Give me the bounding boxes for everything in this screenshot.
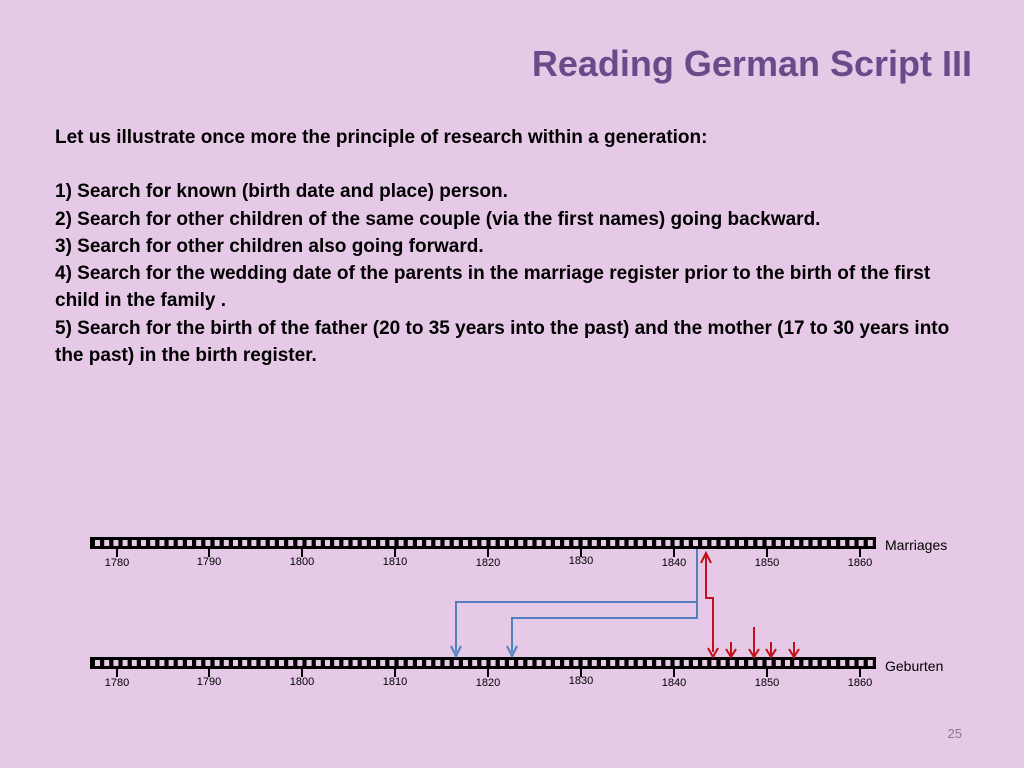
births-year-label: 1850: [754, 677, 780, 689]
marriages-perforation: [454, 540, 459, 546]
marriages-perforation: [408, 540, 413, 546]
marriages-perforation: [546, 540, 551, 546]
marriages-perforation: [500, 540, 505, 546]
marriages-perforation: [785, 540, 790, 546]
births-perforation: [325, 660, 330, 666]
marriages-perforation: [721, 540, 726, 546]
marriages-perforation: [665, 540, 670, 546]
marriages-perforation: [270, 540, 275, 546]
births-perforation: [638, 660, 643, 666]
marriages-timeline: [90, 537, 876, 569]
marriages-perforation: [555, 540, 560, 546]
marriages-perforation: [656, 540, 661, 546]
marriages-perforation: [739, 540, 744, 546]
marriages-perforation: [380, 540, 385, 546]
marriages-perforation: [702, 540, 707, 546]
births-perforation: [509, 660, 514, 666]
marriages-year-label: 1790: [196, 556, 222, 568]
births-year-label: 1800: [289, 676, 315, 688]
births-perforation: [270, 660, 275, 666]
births-perforation: [408, 660, 413, 666]
births-perforation: [583, 660, 588, 666]
marriages-perforation: [481, 540, 486, 546]
births-perforation: [813, 660, 818, 666]
marriages-perforation: [288, 540, 293, 546]
marriages-perforation: [233, 540, 238, 546]
births-perforation: [104, 660, 109, 666]
marriages-perforation: [509, 540, 514, 546]
births-perforation: [288, 660, 293, 666]
births-perforation: [564, 660, 569, 666]
marriages-perforation: [730, 540, 735, 546]
marriages-perforation: [629, 540, 634, 546]
page-number: 25: [947, 726, 962, 741]
marriages-perforation: [693, 540, 698, 546]
marriages-year-label: 1830: [568, 555, 594, 567]
births-perforation: [242, 660, 247, 666]
births-perforation: [399, 660, 404, 666]
marriages-perforation: [794, 540, 799, 546]
marriages-perforation: [831, 540, 836, 546]
marriages-perforation: [362, 540, 367, 546]
marriages-perforation: [132, 540, 137, 546]
marriages-perforation: [426, 540, 431, 546]
marriages-perforation: [684, 540, 689, 546]
marriages-label: Marriages: [885, 537, 948, 553]
births-perforation: [279, 660, 284, 666]
marriages-perforation: [803, 540, 808, 546]
marriages-perforation: [601, 540, 606, 546]
births-perforation: [601, 660, 606, 666]
births-year-label: 1810: [382, 676, 408, 688]
marriages-perforation: [445, 540, 450, 546]
births-year-label: 1830: [568, 675, 594, 687]
marriages-perforation: [748, 540, 753, 546]
marriages-perforation: [859, 540, 864, 546]
marriages-perforation: [813, 540, 818, 546]
marriages-perforation: [767, 540, 772, 546]
marriages-perforation: [123, 540, 128, 546]
births-perforation: [629, 660, 634, 666]
births-perforation: [757, 660, 762, 666]
births-perforation: [343, 660, 348, 666]
marriages-perforation: [583, 540, 588, 546]
births-perforation: [702, 660, 707, 666]
births-perforation: [113, 660, 118, 666]
births-year-label: 1820: [475, 677, 501, 689]
red-arrow-3: [766, 642, 776, 657]
marriages-perforation: [95, 540, 100, 546]
marriages-perforation: [573, 540, 578, 546]
marriages-perforation: [610, 540, 615, 546]
births-perforation: [555, 660, 560, 666]
marriages-perforation: [527, 540, 532, 546]
births-perforation: [794, 660, 799, 666]
births-perforation: [849, 660, 854, 666]
marriages-perforation: [343, 540, 348, 546]
births-perforation: [748, 660, 753, 666]
marriages-perforation: [399, 540, 404, 546]
births-perforation: [150, 660, 155, 666]
births-perforation: [537, 660, 542, 666]
marriages-year-label: 1800: [289, 556, 315, 568]
births-perforation: [803, 660, 808, 666]
marriages-year-label: 1810: [382, 556, 408, 568]
marriages-perforation: [297, 540, 302, 546]
births-perforation: [693, 660, 698, 666]
marriages-year-label: 1860: [847, 557, 873, 569]
marriages-perforation: [159, 540, 164, 546]
marriages-year-label: 1850: [754, 557, 780, 569]
marriages-perforation: [141, 540, 146, 546]
births-perforation: [721, 660, 726, 666]
red-arrow-2: [749, 627, 759, 657]
births-perforation: [380, 660, 385, 666]
births-perforation: [215, 660, 220, 666]
births-perforation: [178, 660, 183, 666]
marriages-perforation: [757, 540, 762, 546]
births-perforation: [132, 660, 137, 666]
marriages-perforation: [178, 540, 183, 546]
marriages-perforation: [316, 540, 321, 546]
marriages-perforation: [196, 540, 201, 546]
marriages-perforation: [435, 540, 440, 546]
marriages-perforation: [104, 540, 109, 546]
births-perforation: [711, 660, 716, 666]
marriages-perforation: [113, 540, 118, 546]
marriages-perforation: [840, 540, 845, 546]
births-perforation: [95, 660, 100, 666]
births-perforation: [527, 660, 532, 666]
marriages-year-label: 1780: [104, 557, 130, 569]
marriages-perforation: [592, 540, 597, 546]
births-perforation: [730, 660, 735, 666]
slide-title: Reading German Script III: [531, 43, 972, 84]
births-perforation: [445, 660, 450, 666]
births-perforation: [251, 660, 256, 666]
births-perforation: [546, 660, 551, 666]
marriages-perforation: [868, 540, 873, 546]
births-perforation: [196, 660, 201, 666]
births-perforation: [187, 660, 192, 666]
births-perforation: [454, 660, 459, 666]
marriages-perforation: [242, 540, 247, 546]
births-perforation: [518, 660, 523, 666]
births-perforation: [205, 660, 210, 666]
births-perforation: [426, 660, 431, 666]
births-perforation: [472, 660, 477, 666]
marriages-perforation: [417, 540, 422, 546]
marriages-perforation: [647, 540, 652, 546]
births-perforation: [491, 660, 496, 666]
births-timeline: [90, 657, 876, 689]
births-perforation: [224, 660, 229, 666]
marriages-perforation: [822, 540, 827, 546]
marriages-perforation: [371, 540, 376, 546]
births-perforation: [141, 660, 146, 666]
step-5: 5) Search for the birth of the father (20 to 35 years into the past) and the mother (17 to 30 years into the past) in the birth register.: [55, 317, 950, 367]
marriages-perforation: [325, 540, 330, 546]
step-3: 3) Search for other children also going forward.: [55, 235, 484, 257]
marriages-perforation: [675, 540, 680, 546]
births-perforation: [822, 660, 827, 666]
marriages-perforation: [638, 540, 643, 546]
births-perforation: [123, 660, 128, 666]
red-connector: [706, 556, 713, 652]
births-perforation: [739, 660, 744, 666]
births-perforation: [859, 660, 864, 666]
births-perforation: [610, 660, 615, 666]
marriages-perforation: [537, 540, 542, 546]
births-perforation: [334, 660, 339, 666]
step-4: 4) Search for the wedding date of the parents in the marriage register prior to the birth of the first child in the family .: [55, 263, 931, 312]
marriages-perforation: [564, 540, 569, 546]
marriages-perforation: [619, 540, 624, 546]
births-perforation: [233, 660, 238, 666]
births-perforation: [307, 660, 312, 666]
births-year-label: 1780: [104, 677, 130, 689]
step-1: 1) Search for known (birth date and place) person.: [55, 181, 508, 203]
intro-text: Let us illustrate once more the principle of research within a generation:: [55, 127, 708, 148]
births-perforation: [481, 660, 486, 666]
births-perforation: [159, 660, 164, 666]
births-perforation: [868, 660, 873, 666]
births-perforation: [417, 660, 422, 666]
births-perforation: [767, 660, 772, 666]
births-perforation: [592, 660, 597, 666]
births-year-label: 1840: [661, 677, 687, 689]
births-perforation: [840, 660, 845, 666]
births-perforation: [785, 660, 790, 666]
births-perforation: [776, 660, 781, 666]
births-perforation: [261, 660, 266, 666]
marriages-perforation: [353, 540, 358, 546]
marriages-perforation: [150, 540, 155, 546]
marriages-perforation: [711, 540, 716, 546]
marriages-perforation: [334, 540, 339, 546]
births-perforation: [500, 660, 505, 666]
births-year-label: 1790: [196, 676, 222, 688]
marriages-perforation: [389, 540, 394, 546]
marriages-perforation: [776, 540, 781, 546]
marriages-perforation: [187, 540, 192, 546]
births-perforation: [665, 660, 670, 666]
births-perforation: [435, 660, 440, 666]
marriages-year-label: 1820: [475, 557, 501, 569]
red-arrow-1: [726, 642, 736, 657]
births-perforation: [362, 660, 367, 666]
births-perforation: [316, 660, 321, 666]
marriages-perforation: [518, 540, 523, 546]
births-perforation: [831, 660, 836, 666]
marriages-year-label: 1840: [661, 557, 687, 569]
marriages-perforation: [251, 540, 256, 546]
births-perforation: [684, 660, 689, 666]
marriages-perforation: [849, 540, 854, 546]
births-perforation: [353, 660, 358, 666]
marriages-perforation: [261, 540, 266, 546]
marriages-perforation: [307, 540, 312, 546]
births-perforation: [371, 660, 376, 666]
red-arrow-4: [789, 642, 799, 657]
births-year-label: 1860: [847, 677, 873, 689]
births-perforation: [675, 660, 680, 666]
births-perforation: [169, 660, 174, 666]
births-perforation: [647, 660, 652, 666]
step-2: 2) Search for other children of the same couple (via the first names) going backward.: [55, 208, 821, 230]
marriages-perforation: [472, 540, 477, 546]
marriages-perforation: [169, 540, 174, 546]
marriages-perforation: [224, 540, 229, 546]
marriages-perforation: [279, 540, 284, 546]
births-perforation: [389, 660, 394, 666]
marriages-perforation: [215, 540, 220, 546]
births-label: Geburten: [885, 658, 944, 674]
marriages-perforation: [491, 540, 496, 546]
births-perforation: [656, 660, 661, 666]
births-perforation: [297, 660, 302, 666]
marriages-perforation: [205, 540, 210, 546]
births-perforation: [463, 660, 468, 666]
births-perforation: [573, 660, 578, 666]
births-perforation: [619, 660, 624, 666]
marriages-perforation: [463, 540, 468, 546]
